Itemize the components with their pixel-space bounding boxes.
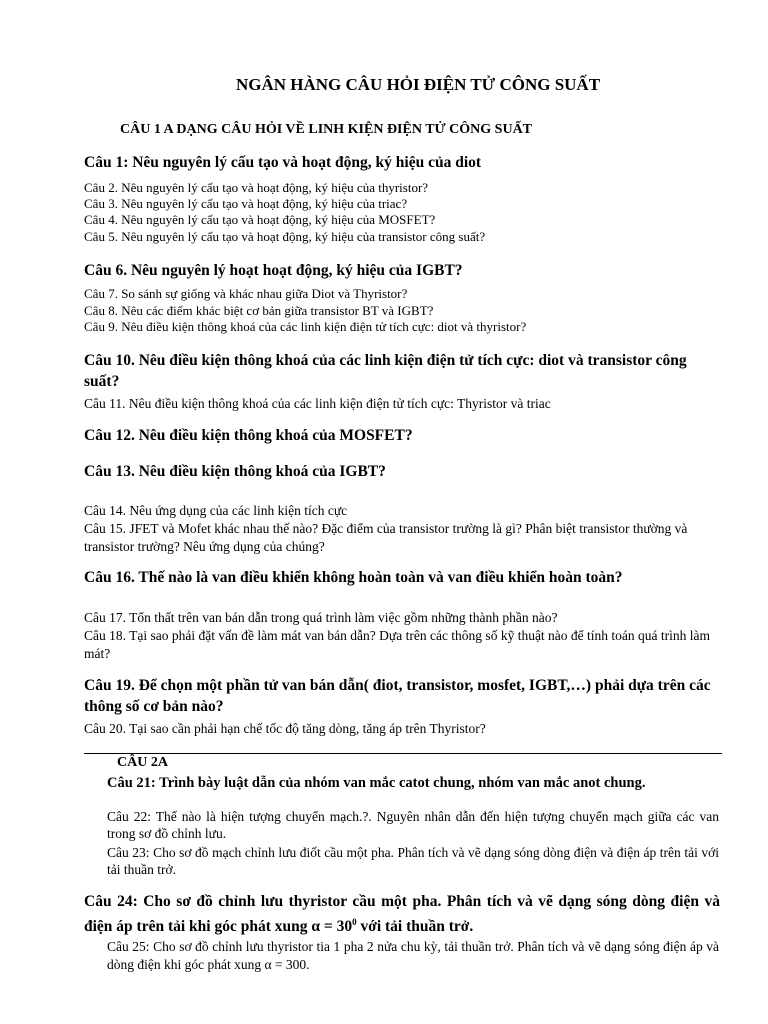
question-10: Câu 10. Nêu điều kiện thông khoá của các linh kiện điện tử tích cực: diot và transistor công suất? [84,352,687,390]
question-18: Câu 18. Tại sao phải đặt vấn đề làm mát van bán dẫn? Dựa trên các thông số kỹ thuật nào để tính toán quá trình làm mát? [84,628,711,661]
question-13: Câu 13. Nêu điều kiện thông khoá của IGBT? [84,463,386,480]
question-24-superscript: 0 [352,917,357,927]
question-9: Câu 9. Nêu điều kiện thông khoá của các linh kiện điện tử tích cực: diot và thyristor? [84,319,527,334]
question-21: Câu 21: Trình bày luật dẫn của nhóm van mắc catot chung, nhóm van mắc anot chung. [107,775,646,791]
section-heading-2: CÂU 2A [117,755,168,770]
question-14: Câu 14. Nêu ứng dụng của các linh kiện tích cực [84,503,348,518]
section-heading-1: CÂU 1 A DẠNG CÂU HỎI VỀ LINH KIỆN ĐIỆN TỬ CÔNG SUẤT [120,122,533,137]
question-24-text: Câu 24: Cho sơ đồ chỉnh lưu thyristor cầu một pha. Phân tích và vẽ dạng sóng dòng điện và điện áp trên tải khi góc phát xung α = 30 [84,893,720,936]
page-title: NGÂN HÀNG CÂU HỎI ĐIỆN TỬ CÔNG SUẤT [235,75,601,94]
question-24-text-end: với tải thuần trở. [356,918,474,936]
question-8: Câu 8. Nêu các điểm khác biệt cơ bản giữa transistor BT và IGBT? [84,303,434,318]
question-7: Câu 7. So sánh sự giống và khác nhau giữa Diot và Thyristor? [84,286,408,301]
question-17: Câu 17. Tổn thất trên van bán dẫn trong quá trình làm việc gồm những thành phần nào? [84,610,558,625]
question-16: Câu 16. Thế nào là van điều khiển không hoàn toàn và van điều khiển hoàn toàn? [84,569,623,586]
question-6: Câu 6. Nêu nguyên lý hoạt hoạt động, ký hiệu của IGBT? [84,262,463,279]
section-divider [84,753,722,754]
question-24 [84,891,720,937]
question-20: Câu 20. Tại sao cần phải hạn chế tốc độ tăng dòng, tăng áp trên Thyristor? [84,721,486,736]
question-15: Câu 15. JFET và Mofet khác nhau thế nào? Đặc điểm của transistor trường là gì? Phân biệt transistor thường và transistor trường? Nêu ứng dụng của chúng? [84,521,688,554]
question-5: Câu 5. Nêu nguyên lý cấu tạo và hoạt động, ký hiệu của transistor công suất? [84,229,486,244]
question-12: Câu 12. Nêu điều kiện thông khoá của MOSFET? [84,427,413,444]
question-25: Câu 25: Cho sơ đồ chỉnh lưu thyristor tia 1 pha 2 nửa chu kỳ, tải thuần trở. Phân tích và vẽ dạng sóng điện áp và dòng điện khi góc phát xung α = 300. [107,939,719,972]
question-4: Câu 4. Nêu nguyên lý cấu tạo và hoạt động, ký hiệu của MOSFET? [84,212,436,227]
question-22: Câu 22: Thế nào là hiện tượng chuyển mạch.?. Nguyên nhân dẫn đến hiện tượng chuyển mạch giữa các van trong sơ đồ chỉnh lưu. [107,809,719,841]
question-19: Câu 19. Để chọn một phần tử van bán dẫn( điot, transistor, mosfet, IGBT,…) phải dựa trên các thông số cơ bản nào? [84,677,711,715]
question-2: Câu 2. Nêu nguyên lý cấu tạo và hoạt động, ký hiệu của thyristor? [84,180,429,195]
question-23: Câu 23: Cho sơ đồ mạch chỉnh lưu điốt cầu một pha. Phân tích và vẽ dạng sóng dòng điện và điện áp trên tải với tải thuần trở. [107,845,719,877]
question-11: Câu 11. Nêu điều kiện thông khoá của các linh kiện điện tử tích cực: Thyristor và triac [84,396,551,411]
question-1: Câu 1: Nêu nguyên lý cấu tạo và hoạt động, ký hiệu của diot [84,154,482,171]
question-3: Câu 3. Nêu nguyên lý cấu tạo và hoạt động, ký hiệu của triac? [84,196,408,211]
